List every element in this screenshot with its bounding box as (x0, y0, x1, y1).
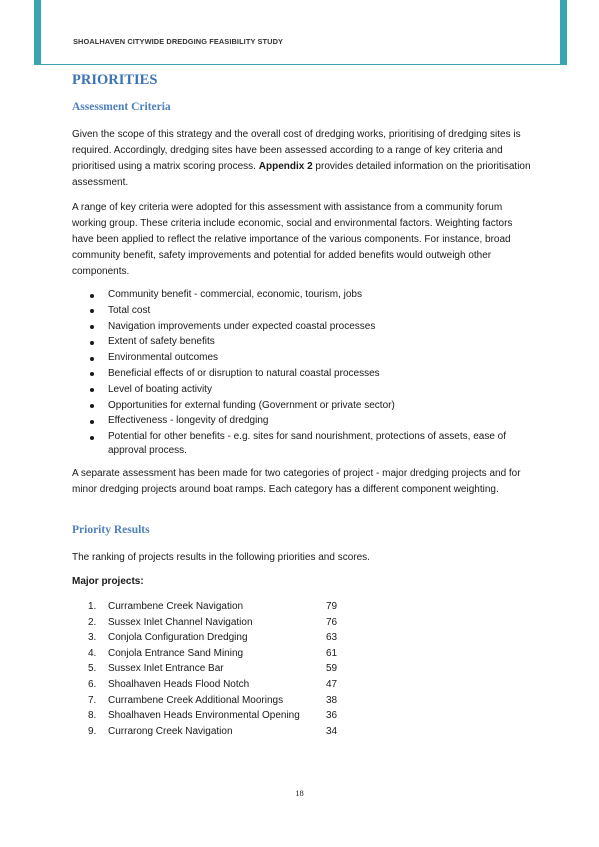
project-rank: 7. (88, 694, 97, 706)
criteria-list-item (72, 383, 542, 397)
criteria-list-item (72, 399, 542, 413)
bullet-icon (90, 404, 94, 408)
criteria-list-item (72, 304, 542, 318)
subheading-major-projects: Major projects: (72, 576, 144, 587)
project-name: Currambene Creek Additional Moorings (108, 694, 284, 706)
criteria-text: Community benefit - commercial, economic, tourism, jobs (108, 289, 362, 300)
criteria-text: Environmental outcomes (108, 352, 219, 364)
criteria-list-item (72, 367, 542, 381)
criteria-list-item (72, 320, 542, 334)
header-rule (34, 64, 567, 65)
criteria-list (72, 288, 542, 460)
project-rank: 6. (88, 678, 97, 690)
bullet-icon (90, 309, 94, 313)
paragraph-scope (72, 127, 532, 191)
project-name: Sussex Inlet Channel Navigation (108, 616, 253, 628)
project-rank: 2. (88, 616, 97, 628)
project-name: Currambene Creek Navigation (108, 601, 244, 612)
bullet-icon (90, 388, 94, 392)
paragraph-scope-text-a: Given the scope of this strategy and the overall cost of dredging works, prioritising of dredging sites is required. Accordingly, dredging sites have been assessed according to a range of key criteria and prioritised using a matrix scoring process. (72, 129, 521, 172)
criteria-text: Beneficial effects of or disruption to natural coastal processes (108, 367, 380, 379)
criteria-text: Navigation improvements under expected coastal processes (108, 320, 376, 332)
project-rank: 8. (88, 710, 97, 722)
criteria-list-item (72, 414, 542, 428)
criteria-text: Effectiveness - longevity of dredging (108, 415, 269, 427)
criteria-list-item (72, 335, 542, 349)
appendix-reference: Appendix 2 (258, 161, 313, 172)
project-rank: 5. (88, 663, 97, 675)
project-score: 79 (326, 601, 338, 612)
paragraph-scope-text-b: provides detailed information on the prioritisation assessment. (72, 161, 531, 188)
bullet-icon (90, 436, 94, 440)
project-score: 38 (326, 694, 338, 706)
project-rank: 4. (88, 647, 97, 659)
criteria-text: Extent of safety benefits (108, 336, 215, 348)
paragraph-criteria: A range of key criteria were adopted for this assessment with assistance from a community forum working group. These criteria include economic, social and environmental factors. Weighting factors have been applied to reflect the relative importance of the various components. For instance, broad community benefit, safety improvements and potential for added benefits would outweigh other components. (72, 202, 513, 277)
section-heading-assessment-criteria: Assessment Criteria (72, 101, 171, 113)
project-name: Conjola Entrance Sand Mining (108, 647, 244, 659)
project-rank: 3. (88, 632, 97, 644)
criteria-text: Level of boating activity (108, 383, 212, 395)
project-score: 63 (326, 632, 338, 644)
project-name: Conjola Configuration Dredging (108, 632, 248, 644)
criteria-text: Total cost (108, 304, 151, 316)
paragraph-categories: A separate assessment has been made for two categories of project - major dredging projects and for minor dredging projects around boat ramps. Each category has a different component weighting. (72, 468, 521, 495)
bullet-icon (90, 294, 94, 298)
project-name: Shoalhaven Heads Flood Notch (108, 678, 250, 690)
bullet-icon (90, 372, 94, 376)
project-score: 47 (326, 678, 338, 690)
criteria-text: Opportunities for external funding (Government or private sector) (108, 399, 395, 411)
project-name: Sussex Inlet Entrance Bar (108, 663, 224, 675)
project-name: Shoalhaven Heads Environmental Opening (108, 710, 300, 722)
project-rank: 9. (88, 725, 97, 737)
criteria-list-item (72, 430, 542, 458)
page-number: 18 (295, 788, 304, 798)
criteria-list-item (72, 351, 542, 365)
bullet-icon (90, 357, 94, 361)
header-accent-bar-left (34, 0, 41, 64)
bullet-icon (90, 420, 94, 424)
running-header: SHOALHAVEN CITYWIDE DREDGING FEASIBILITY STUDY (73, 37, 284, 46)
project-score: 76 (326, 616, 338, 628)
bullet-icon (90, 325, 94, 329)
criteria-text: Potential for other benefits - e.g. sites for sand nourishment, protections of assets, ease of approval process. (108, 431, 506, 457)
paragraph-ranking-intro: The ranking of projects results in the following priorities and scores. (72, 552, 370, 563)
project-score: 61 (326, 647, 338, 659)
project-name: Currarong Creek Navigation (108, 725, 233, 737)
project-score: 34 (326, 725, 338, 737)
project-score: 36 (326, 710, 338, 722)
section-heading-priority-results: Priority Results (72, 524, 150, 536)
criteria-list-item (72, 288, 542, 302)
project-score: 59 (326, 663, 338, 675)
header-accent-bar-right (560, 0, 567, 64)
project-rank: 1. (88, 601, 97, 612)
page-title: PRIORITIES (72, 72, 158, 88)
bullet-icon (90, 341, 94, 345)
